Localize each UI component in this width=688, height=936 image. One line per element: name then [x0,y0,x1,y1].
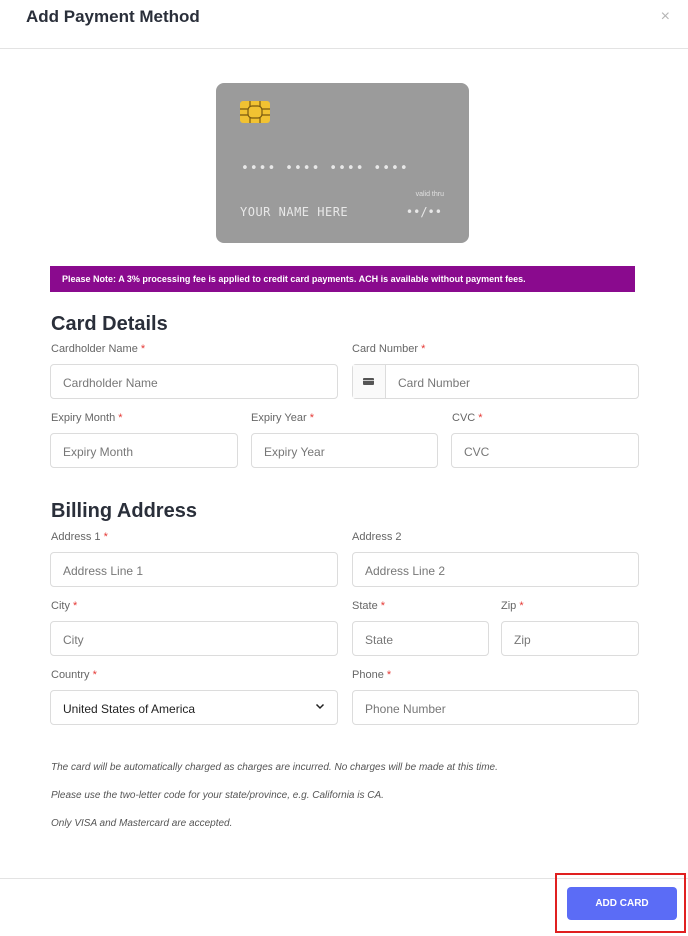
country-select-value: United States of America [63,702,196,716]
city-label-text: City [51,600,70,612]
card-number-placeholder: Card Number [398,376,471,390]
close-button[interactable]: × [660,8,670,25]
phone-label [352,669,391,681]
required-mark: * [386,669,392,681]
card-name-preview: YOUR NAME HERE [240,205,349,219]
address2-label: Address 2 [352,531,402,543]
address1-input[interactable]: Address Line 1 [50,552,338,587]
cvc-label [452,412,483,424]
expiry-month-label-text: Expiry Month [51,412,116,424]
expiry-year-input[interactable]: Expiry Year [251,433,438,468]
address1-label [51,531,108,543]
card-number-label [352,343,425,355]
card-chip-icon [240,101,270,123]
required-mark: * [73,600,78,612]
cardholder-name-label-text: Cardholder Name [51,343,138,355]
zip-input[interactable]: Zip [501,621,639,656]
modal-header [0,0,688,49]
state-code-hint: Please use the two-letter code for your state/province, e.g. California is CA. [51,790,384,801]
card-number-input[interactable] [352,364,639,399]
required-mark: * [118,412,123,424]
card-preview [216,83,469,243]
accepted-cards-hint: Only VISA and Mastercard are accepted. [51,818,233,829]
billing-address-heading: Billing Address [51,500,197,522]
card-number-preview: •••• •••• •••• •••• [241,161,409,176]
required-mark: * [140,343,146,355]
add-card-button[interactable]: ADD CARD [567,887,677,920]
credit-card-icon [353,365,386,398]
zip-label [501,600,524,612]
country-label [51,669,97,681]
zip-label-text: Zip [501,600,517,612]
expiry-year-label-text: Expiry Year [251,412,307,424]
phone-input[interactable]: Phone Number [352,690,639,725]
required-mark: * [103,531,108,543]
country-select[interactable] [50,690,338,725]
required-mark: * [380,600,386,612]
required-mark: * [519,600,524,612]
required-mark: * [421,343,426,355]
valid-thru-label: valid thru [415,191,444,198]
address2-input[interactable]: Address Line 2 [352,552,639,587]
card-details-heading: Card Details [51,313,168,335]
required-mark: * [92,669,97,681]
expiry-month-input[interactable]: Expiry Month [50,433,238,468]
cvc-input[interactable]: CVC [451,433,639,468]
city-input[interactable]: City [50,621,338,656]
required-mark: * [478,412,483,424]
state-label-text: State [352,600,378,612]
city-label [51,600,77,612]
required-mark: * [309,412,314,424]
charge-hint: The card will be automatically charged as charges are incurred. No charges will be made at this time. [51,762,498,773]
expiry-year-label [251,412,314,424]
chevron-down-icon [315,701,325,711]
card-number-label-text: Card Number [352,343,419,355]
card-expiry-preview: ••/•• [405,205,442,219]
processing-fee-note: Please Note: A 3% processing fee is applied to credit card payments. ACH is available without payment fees. [50,266,635,292]
state-input[interactable]: State [352,621,489,656]
country-label-text: Country [51,669,90,681]
cardholder-name-label [51,343,145,355]
modal-title: Add Payment Method [26,7,200,26]
phone-label-text: Phone [352,669,384,681]
expiry-month-label [51,412,123,424]
cvc-label-text: CVC [452,412,476,424]
cardholder-name-input[interactable]: Cardholder Name [50,364,338,399]
state-label [352,600,385,612]
address1-label-text: Address 1 [51,531,101,543]
